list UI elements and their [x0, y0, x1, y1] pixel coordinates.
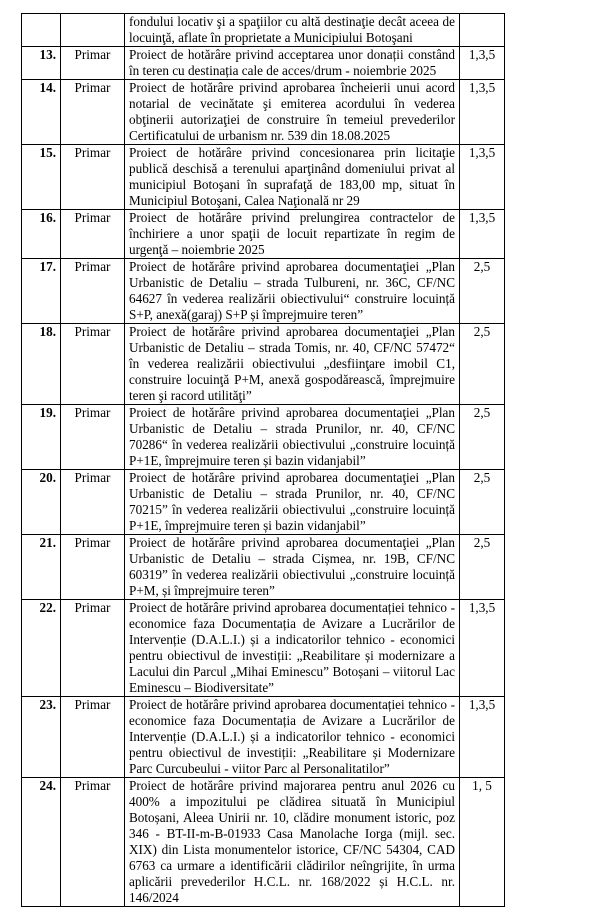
title-cell: Proiect de hotărâre privind aprobarea documentaţiei „Plan Urbanistic de Detaliu – strada Prunilor, nr. 40, CF/NC 70215” în vederea realizării obiectivului „construire locuință P+1E, împrejmuire teren și bazin vidanjabil”: [125, 470, 460, 535]
table-row: [22, 470, 505, 535]
commissions-cell: 2,5: [460, 259, 505, 324]
title-cell: Proiect de hotărâre privind acceptarea unor donații constând în teren cu destinația cale de acces/drum - noiembrie 2025: [125, 47, 460, 80]
table-row: [22, 259, 505, 324]
table-row: [22, 778, 505, 907]
initiator-cell: Primar: [61, 778, 125, 907]
table-row-continuation: [22, 14, 505, 47]
commissions-cell: [460, 14, 505, 47]
commissions-cell: 1,3,5: [460, 47, 505, 80]
initiator-cell: Primar: [61, 535, 125, 600]
table-row: [22, 535, 505, 600]
title-cell: Proiect de hotărâre privind aprobarea documentației tehnico - economice faza Documentația de Avizare a Lucrărilor de Intervenție (D.A.L.I.) și a indicatorilor tehnico - economici pentru obiectivul de investiții: „Reabilitare și Modernizare Parc Curcubeului - viitor Parc al Personalitatilor”: [125, 697, 460, 778]
initiator-cell: Primar: [61, 697, 125, 778]
row-number-cell: [22, 14, 61, 47]
title-cell: Proiect de hotărâre privind aprobarea documentaţiei „Plan Urbanistic de Detaliu – strada Tomis, nr. 40, CF/NC 57472“ în vederea realizării obiectivului „desfiinţare imobil C1, construire locuinţă P+M, anexă gospodărească, împrejmuire teren şi racord utilităţi”: [125, 324, 460, 405]
title-cell: Proiect de hotărâre privind aprobarea încheierii unui acord notarial de vecinătate şi emiterea acordului în vederea obţinerii autorizaţiei de construire în temeiul prevederilor Certificatului de urbanism nr. 539 din 18.08.2025: [125, 80, 460, 145]
initiator-cell: Primar: [61, 210, 125, 259]
initiator-cell: Primar: [61, 470, 125, 535]
table-row: [22, 697, 505, 778]
title-cell: Proiect de hotărâre privind aprobarea documentaţiei „Plan Urbanistic de Detaliu – strada Tulbureni, nr. 36C, CF/NC 64627 în vederea realizării obiectivului“ construire locuință S+P, anexă(garaj) S+P și împrejmuire teren”: [125, 259, 460, 324]
commissions-cell: 1,3,5: [460, 145, 505, 210]
table-row: [22, 80, 505, 145]
title-cell: fondului locativ şi a spaţiilor cu altă destinaţie decât aceea de locuinţă, aflate în proprietate a Municipiului Botoşani: [125, 14, 460, 47]
commissions-cell: 1,3,5: [460, 697, 505, 778]
initiator-cell: Primar: [61, 145, 125, 210]
agenda-table: [21, 13, 505, 907]
title-cell: Proiect de hotărâre privind concesionarea prin licitaţie publică deschisă a terenului aparţinând domeniului privat al municipiul Botoşani în suprafaţă de 183,00 mp, situat în Municipiul Botoşani, Calea Naţională nr 29: [125, 145, 460, 210]
commissions-cell: 2,5: [460, 535, 505, 600]
row-number-cell: 23.: [22, 697, 61, 778]
title-cell: Proiect de hotărâre privind aprobarea documentaţiei „Plan Urbanistic de Detaliu – strada Cișmea, nr. 19B, CF/NC 60319” în vederea realizării obiectivului „construire locuință P+M, și împrejmuire teren”: [125, 535, 460, 600]
row-number-cell: 13.: [22, 47, 61, 80]
row-number-cell: 21.: [22, 535, 61, 600]
title-cell: Proiect de hotărâre privind prelungirea contractelor de închiriere a unor spaţii de locuit repartizate în regim de urgenţă – noiembrie 2025: [125, 210, 460, 259]
table-row: [22, 210, 505, 259]
row-number-cell: 22.: [22, 600, 61, 697]
initiator-cell: Primar: [61, 405, 125, 470]
commissions-cell: 2,5: [460, 324, 505, 405]
initiator-cell: Primar: [61, 47, 125, 80]
commissions-cell: 2,5: [460, 405, 505, 470]
commissions-cell: 1,3,5: [460, 210, 505, 259]
row-number-cell: 18.: [22, 324, 61, 405]
commissions-cell: 1,3,5: [460, 80, 505, 145]
table-row: [22, 405, 505, 470]
initiator-cell: Primar: [61, 324, 125, 405]
initiator-cell: Primar: [61, 259, 125, 324]
row-number-cell: 14.: [22, 80, 61, 145]
initiator-cell: Primar: [61, 80, 125, 145]
initiator-cell: [61, 14, 125, 47]
row-number-cell: 17.: [22, 259, 61, 324]
row-number-cell: 16.: [22, 210, 61, 259]
table-row: [22, 600, 505, 697]
commissions-cell: 1,3,5: [460, 600, 505, 697]
title-cell: Proiect de hotărâre privind majorarea pentru anul 2026 cu 400% a impozitului pe clădirea situată în Municipiul Botoșani, Aleea Unirii nr. 10, clădire monument istoric, poz 346 - BT-II-m-B-01933 Casa Manolache Iorga (mijl. sec. XIX) din Lista monumentelor istorice, CF/NC 54304, CAD 6763 ca urmare a identificării clădirilor neîngrijite, în urma aplicării prevederilor H.C.L. nr. 168/2022 și H.C.L. nr. 146/2024: [125, 778, 460, 907]
row-number-cell: 15.: [22, 145, 61, 210]
row-number-cell: 20.: [22, 470, 61, 535]
title-cell: Proiect de hotărâre privind aprobarea documentaţiei „Plan Urbanistic de Detaliu – strada Prunilor, nr. 40, CF/NC 70286“ în vederea realizării obiectivului „construire locuință P+1E, împrejmuire teren și bazin vidanjabil”: [125, 405, 460, 470]
row-number-cell: 24.: [22, 778, 61, 907]
commissions-cell: 1, 5: [460, 778, 505, 907]
commissions-cell: 2,5: [460, 470, 505, 535]
initiator-cell: Primar: [61, 600, 125, 697]
title-cell: Proiect de hotărâre privind aprobarea documentației tehnico - economice faza Documentația de Avizare a Lucrărilor de Intervenție (D.A.L.I.) și a indicatorilor tehnico - economici pentru obiectivul de investiții: „Reabilitare și modernizare a Lacului din Parcul „Mihai Eminescu” Botoșani – viitorul Lac Eminescu – Biodiversitate”: [125, 600, 460, 697]
table-row: [22, 47, 505, 80]
row-number-cell: 19.: [22, 405, 61, 470]
table-row: [22, 324, 505, 405]
table-row: [22, 145, 505, 210]
